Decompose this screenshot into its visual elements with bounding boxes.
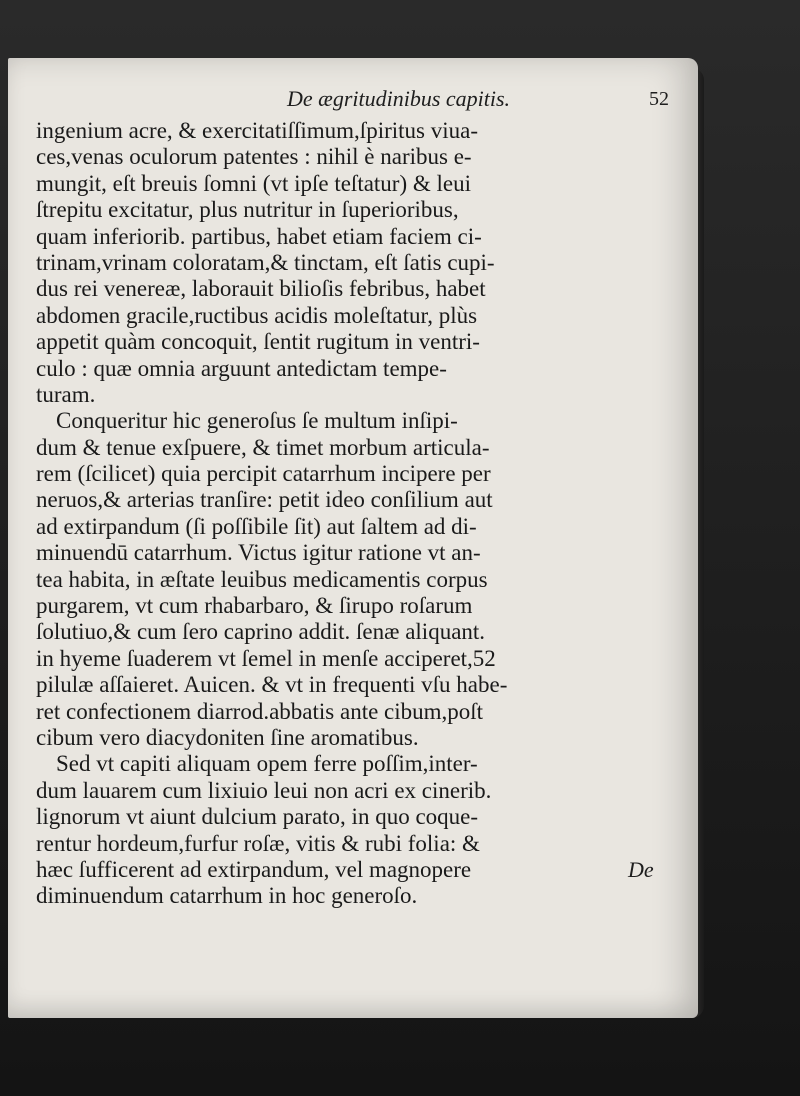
text-line: turam.	[36, 381, 96, 407]
text-line: Conqueritur hic generoſus ſe multum inſipi-	[56, 408, 458, 434]
text-line: ad extirpandum (ſi poſſibile ſit) aut ſaltem ad di-	[36, 513, 477, 539]
text-line: dum lauarem cum lixiuio leui non acri ex cinerib.	[36, 777, 492, 803]
text-line: culo : quæ omnia arguunt antedictam tempe-	[36, 355, 447, 381]
body-text	[36, 118, 676, 910]
text-line: in hyeme ſuaderem vt ſemel in menſe acciperet,52	[36, 645, 496, 671]
text-line: rentur hordeum,furfur roſæ, vitis & rubi folia: &	[36, 830, 480, 856]
text-line: lignorum vt aiunt dulcium parato, in quo coque-	[36, 804, 479, 830]
text-line: minuendū catarrhum. Victus igitur ratione vt an-	[36, 540, 481, 566]
text-line: Sed vt capiti aliquam opem ferre poſſim,inter-	[56, 751, 478, 777]
text-line: cibum vero diacydoniten ſine aromatibus.	[36, 724, 419, 750]
text-line: dus rei venereæ, laborauit bilioſis febribus, habet	[36, 276, 486, 302]
text-line: appetit quàm concoquit, ſentit rugitum in ventri-	[36, 329, 480, 355]
text-line: tea habita, in æſtate leuibus medicamentis corpus	[36, 566, 488, 592]
running-head	[287, 86, 667, 120]
text-line: mungit, eſt breuis ſomni (vt ipſe teſtatur) & leui	[36, 170, 472, 196]
text-line: neruos,& arterias tranſire: petit ideo conſilium aut	[36, 487, 493, 513]
text-line: pilulæ aſſaieret. Auicen. & vt in frequenti vſu habe-	[36, 672, 508, 698]
text-line: ſolutiuo,& cum ſero caprino addit. ſenæ aliquant.	[36, 619, 486, 645]
text-line: diminuendum catarrhum in hoc generoſo.	[36, 883, 418, 909]
running-title: De ægritudinibus capitis.	[287, 86, 511, 111]
text-line: ces,venas oculorum patentes : nihil è naribus e-	[36, 144, 472, 170]
text-line: trinam,vrinam coloratam,& tinctam, eſt ſatis cupi-	[36, 249, 495, 275]
text-line: quam inferiorib. partibus, habet etiam faciem ci-	[36, 223, 482, 249]
text-line: ret confectionem diarrod.abbatis ante cibum,poſt	[36, 698, 484, 724]
text-line: purgarem, vt cum rhabarbaro, & ſirupo roſarum	[36, 593, 473, 619]
text-line: ingenium acre, & exercitatiſſimum,ſpiritus viua-	[36, 118, 478, 143]
catchword: De	[628, 857, 654, 882]
text-line: abdomen gracile,ructibus acidis moleſtatur, plùs	[36, 302, 478, 328]
text-line: dum & tenue exſpuere, & timet morbum articula-	[36, 434, 490, 460]
page-number: 52	[649, 88, 669, 110]
text-line: rem (ſcilicet) quia percipit catarrhum incipere per	[36, 461, 491, 487]
text-line: ſtrepitu excitatur, plus nutritur in ſuperioribus,	[36, 197, 459, 223]
text-line: hæc ſufficerent ad extirpandum, vel magnopere	[36, 856, 472, 882]
